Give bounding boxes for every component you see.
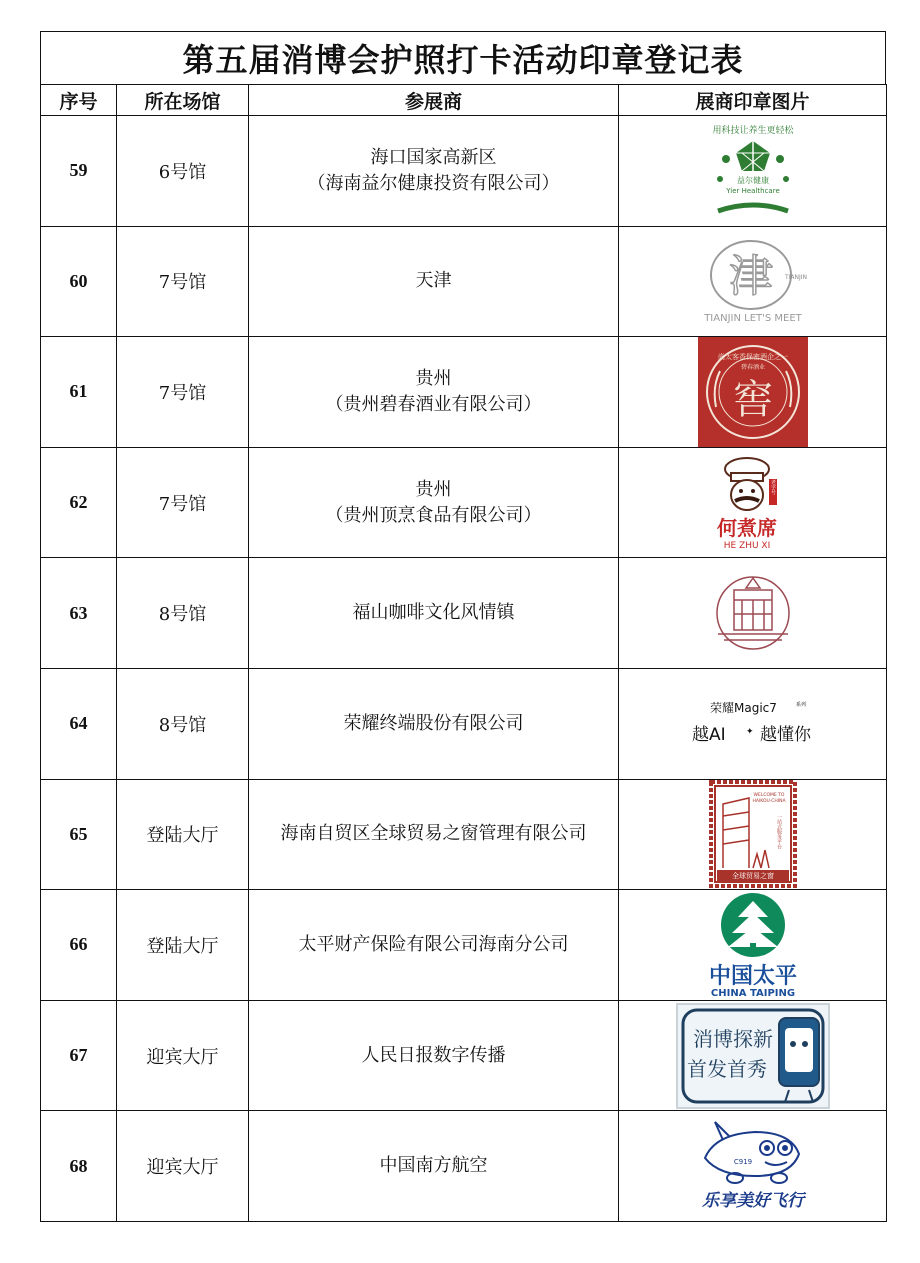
row-number: 64 [41, 668, 117, 779]
row-number: 65 [41, 779, 117, 890]
table-row [41, 116, 887, 227]
exhibitor-company: （贵州顶烹食品有限公司） [325, 504, 542, 526]
peoples-daily-stamp-image [675, 1002, 831, 1110]
row-exhibitor [249, 890, 619, 1001]
stamp-brand: 全球贸易之窗 [731, 872, 774, 881]
row-exhibitor [249, 226, 619, 337]
row-exhibitor [249, 337, 619, 448]
yier-healthcare-stamp-image [698, 119, 808, 223]
row-stamp [619, 116, 887, 227]
row-number: 67 [41, 1000, 117, 1111]
stamp-glyph: 窖 [732, 376, 773, 423]
table-row [41, 1111, 887, 1222]
row-stamp [619, 337, 887, 448]
table-row [41, 779, 887, 890]
row-venue: 迎宾大厅 [117, 1111, 249, 1222]
row-number: 59 [41, 116, 117, 227]
row-stamp [619, 447, 887, 558]
honor-magic7-stamp-image [688, 694, 818, 754]
exhibitor-name: 太平财产保险有限公司海南分公司 [298, 933, 569, 955]
row-number: 63 [41, 558, 117, 669]
row-venue: 7号馆 [117, 337, 249, 448]
row-exhibitor [249, 116, 619, 227]
stamp-glyph: 津 [728, 251, 773, 303]
row-number: 60 [41, 226, 117, 337]
stamp-seal-text: 老字号 [769, 479, 776, 495]
stamp-arc-text: 用科技让养生更轻松 [711, 125, 794, 136]
stamp-vertical-text: 一站式服务平台 [775, 814, 782, 850]
umbrella-icon [736, 141, 770, 171]
exhibitor-name: 海口国家高新区 [370, 146, 497, 168]
row-stamp [619, 558, 887, 669]
exhibitor-name: 贵州 [415, 367, 452, 389]
table-row [41, 226, 887, 337]
row-number: 66 [41, 890, 117, 1001]
exhibitor-name: 人民日报数字传播 [361, 1044, 506, 1066]
stamp-small-text: TIANJIN [784, 274, 807, 282]
row-exhibitor [249, 558, 619, 669]
table-header-row [41, 85, 887, 116]
row-stamp [619, 890, 887, 1001]
hezhuxi-stamp-image [703, 451, 803, 555]
row-exhibitor [249, 1111, 619, 1222]
exhibitor-name: 中国南方航空 [379, 1155, 488, 1177]
stamp-slogan-b: 越懂你 [759, 724, 811, 745]
stamp-brand-cn: 何煮席 [716, 515, 777, 540]
stamp-brand-cn: 益尔健康 [736, 175, 769, 185]
stamp-slogan-a: 越AI [691, 724, 726, 745]
tianjin-stamp-image [693, 229, 813, 333]
table-row [41, 558, 887, 669]
row-exhibitor [249, 668, 619, 779]
stamp-registration-table [40, 84, 887, 1222]
row-number: 68 [41, 1111, 117, 1222]
table-row [41, 1000, 887, 1111]
row-stamp [619, 668, 887, 779]
row-venue: 8号馆 [117, 558, 249, 669]
leaf-base-icon [718, 205, 788, 211]
stamp-brand-en: Yier Healthcare [725, 186, 780, 195]
header-venue: 所在场馆 [117, 85, 249, 116]
row-venue: 登陆大厅 [117, 779, 249, 890]
row-exhibitor [249, 1000, 619, 1111]
exhibitor-company: （贵州碧春酒业有限公司） [325, 393, 542, 415]
row-venue: 7号馆 [117, 226, 249, 337]
row-stamp [619, 226, 887, 337]
stamp-brand-cn: 中国太平 [708, 963, 797, 989]
table-row [41, 890, 887, 1001]
exhibitor-name: 海南自贸区全球贸易之窗管理有限公司 [280, 823, 587, 845]
row-number: 62 [41, 447, 117, 558]
page-title: 第五届消博会护照打卡活动印章登记表 [40, 31, 886, 84]
exhibitor-name: 天津 [415, 270, 452, 292]
china-taiping-stamp-image [698, 891, 808, 999]
stamp-city: HAIKOU·CHINA [751, 799, 786, 805]
row-venue: 8号馆 [117, 668, 249, 779]
registration-sheet [40, 31, 886, 1222]
stamp-slogan: 乐享美好飞行 [701, 1191, 804, 1212]
pine-tree-icon [721, 893, 785, 957]
stamp-model: C919 [733, 1158, 752, 1167]
global-trade-window-stamp-image [709, 780, 797, 888]
stamp-arc-text: 尚太客香保密酒企之一 [717, 352, 788, 361]
stamp-product: 荣耀Magic7 [709, 700, 777, 715]
stamp-welcome: WELCOME TO [753, 793, 784, 799]
header-stamp: 展商印章图片 [619, 85, 887, 116]
stamp-slogan: TIANJIN LET'S MEET [703, 313, 802, 325]
header-exhibitor: 参展商 [249, 85, 619, 116]
row-venue: 登陆大厅 [117, 890, 249, 1001]
stamp-slogan-a: 消博探新 [692, 1026, 773, 1051]
row-number: 61 [41, 337, 117, 448]
table-row [41, 668, 887, 779]
row-venue: 7号馆 [117, 447, 249, 558]
row-exhibitor [249, 447, 619, 558]
exhibitor-name: 贵州 [415, 478, 452, 500]
stamp-brand-en: HE ZHU XI [723, 540, 770, 551]
stamp-brand-en: CHINA TAIPING [710, 987, 795, 999]
chef-icon [725, 458, 769, 510]
fushan-coffee-stamp-image [708, 568, 798, 658]
airplane-mascot-icon [705, 1122, 799, 1183]
row-stamp [619, 1111, 887, 1222]
row-venue: 迎宾大厅 [117, 1000, 249, 1111]
row-stamp [619, 1000, 887, 1111]
stamp-series: 系列 [795, 701, 806, 708]
china-southern-stamp-image [695, 1114, 811, 1218]
sparkle-icon: ✦ [745, 726, 754, 737]
row-exhibitor [249, 779, 619, 890]
row-venue: 6号馆 [117, 116, 249, 227]
table-row [41, 337, 887, 448]
exhibitor-company: （海南益尔健康投资有限公司） [307, 172, 560, 194]
exhibitor-name: 荣耀终端股份有限公司 [343, 712, 524, 734]
bichun-liquor-stamp-image [698, 337, 808, 447]
header-no: 序号 [41, 85, 117, 116]
row-stamp [619, 779, 887, 890]
stamp-brand: 碧春酒业 [740, 363, 765, 371]
table-row [41, 447, 887, 558]
stamp-slogan-b: 首发首秀 [686, 1056, 767, 1081]
exhibitor-name: 福山咖啡文化风情镇 [352, 602, 515, 624]
